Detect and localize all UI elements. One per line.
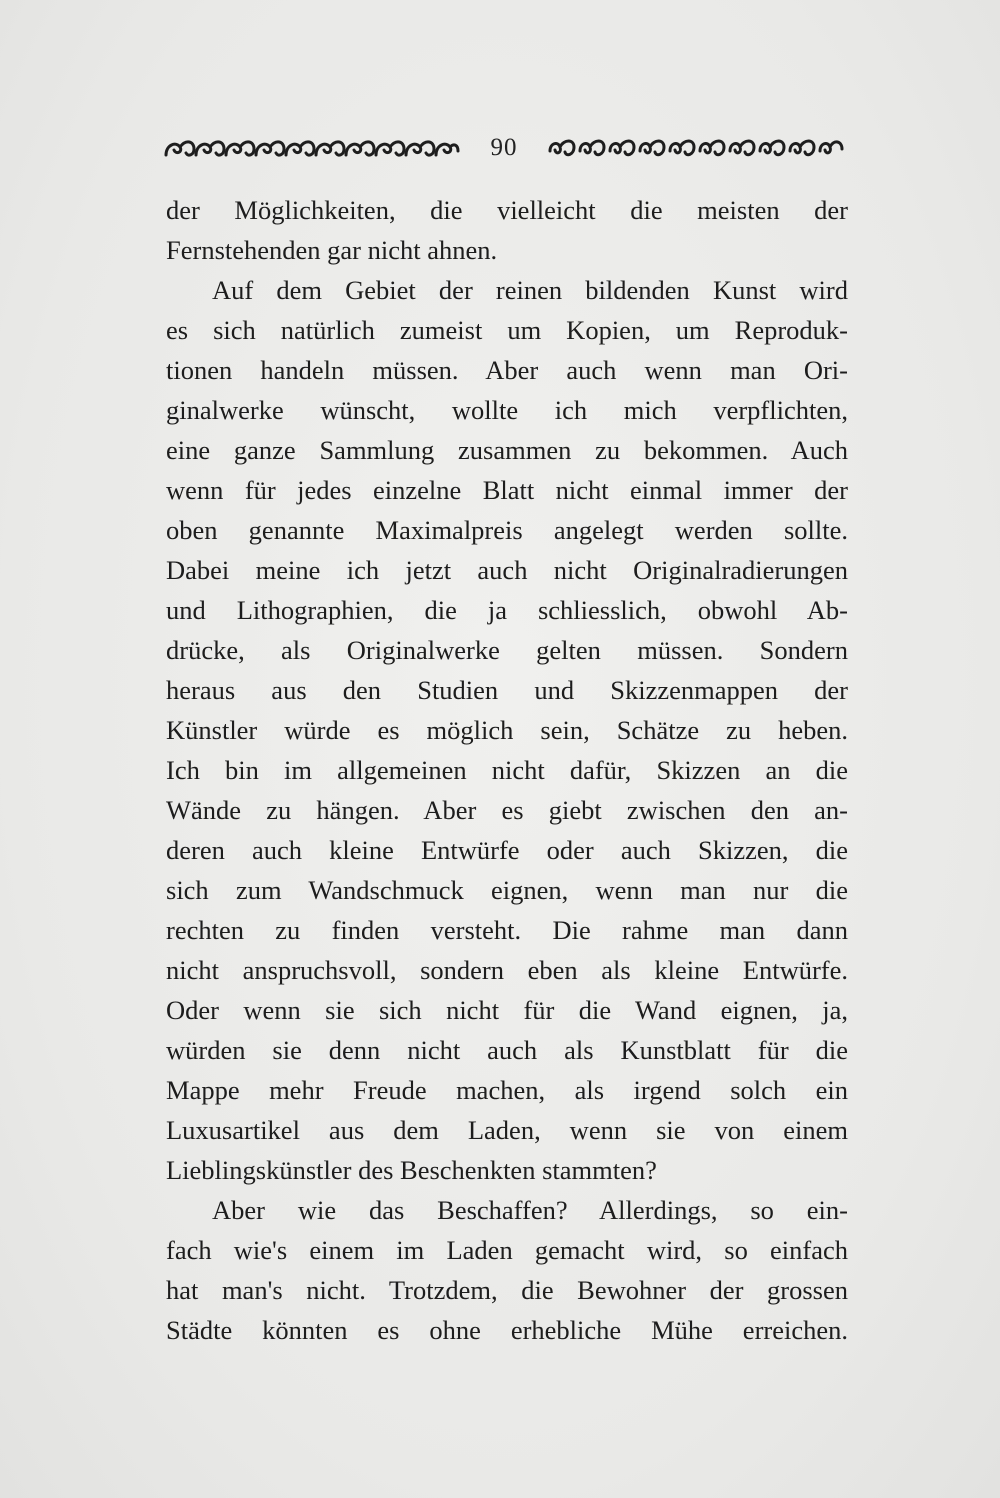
- page-header: [162, 128, 846, 168]
- text-line: der Möglichkeiten, die vielleicht die meisten der: [166, 195, 848, 225]
- text-line: tionen handeln müssen. Aber auch wenn man Ori-: [166, 355, 848, 385]
- text-line: eine ganze Sammlung zusammen zu bekommen. Auch: [166, 435, 848, 465]
- text-line: fach wie's einem im Laden gemacht wird, so einfach: [166, 1235, 848, 1265]
- text-line: Künstler würde es möglich sein, Schätze zu heben.: [166, 715, 848, 745]
- text-line: drücke, als Originalwerke gelten müssen. Sondern: [166, 635, 848, 665]
- text-line: ginalwerke wünscht, wollte ich mich verpflichten,: [166, 395, 848, 425]
- text-line: Dabei meine ich jetzt auch nicht Originalradierungen: [166, 555, 848, 585]
- text-line: nicht anspruchsvoll, sondern eben als kleine Entwürfe.: [166, 955, 848, 985]
- text-line: rechten zu finden versteht. Die rahme man dann: [166, 915, 848, 945]
- page-number: 90: [490, 134, 518, 161]
- text-line: Oder wenn sie sich nicht für die Wand eignen, ja,: [166, 995, 848, 1025]
- text-line: Auf dem Gebiet der reinen bildenden Kunst wird: [212, 275, 848, 305]
- text-line: Wände zu hängen. Aber es giebt zwischen den an-: [166, 795, 848, 825]
- text-line: hat man's nicht. Trotzdem, die Bewohner der grossen: [166, 1275, 848, 1305]
- text-line: Ich bin im allgemeinen nicht dafür, Skizzen an die: [166, 755, 848, 785]
- text-line: es sich natürlich zumeist um Kopien, um Reproduk-: [166, 315, 848, 345]
- text-line: oben genannte Maximalpreis angelegt werden sollte.: [166, 515, 848, 545]
- text-line: Luxusartikel aus dem Laden, wenn sie von einem: [166, 1115, 848, 1145]
- text-line: deren auch kleine Entwürfe oder auch Skizzen, die: [166, 835, 848, 865]
- text-line: Mappe mehr Freude machen, als irgend solch ein: [166, 1075, 848, 1105]
- text-line: Lieblingskünstler des Beschenkten stammten?: [166, 1155, 657, 1185]
- text-line: und Lithographien, die ja schliesslich, obwohl Ab-: [166, 595, 848, 625]
- text-line: wenn für jedes einzelne Blatt nicht einmal immer der: [166, 475, 848, 505]
- scroll-ornament-right-icon: [546, 135, 846, 161]
- scroll-ornament-left-icon: [162, 135, 462, 161]
- text-line: Städte könnten es ohne erhebliche Mühe erreichen.: [166, 1315, 848, 1345]
- text-line: Aber wie das Beschaffen? Allerdings, so ein-: [212, 1195, 848, 1225]
- text-line: würden sie denn nicht auch als Kunstblatt für die: [166, 1035, 848, 1065]
- text-line: Fernstehenden gar nicht ahnen.: [166, 235, 498, 265]
- text-line: sich zum Wandschmuck eignen, wenn man nur die: [166, 875, 848, 905]
- text-line: heraus aus den Studien und Skizzenmappen der: [166, 675, 848, 705]
- body-text: [166, 190, 848, 1350]
